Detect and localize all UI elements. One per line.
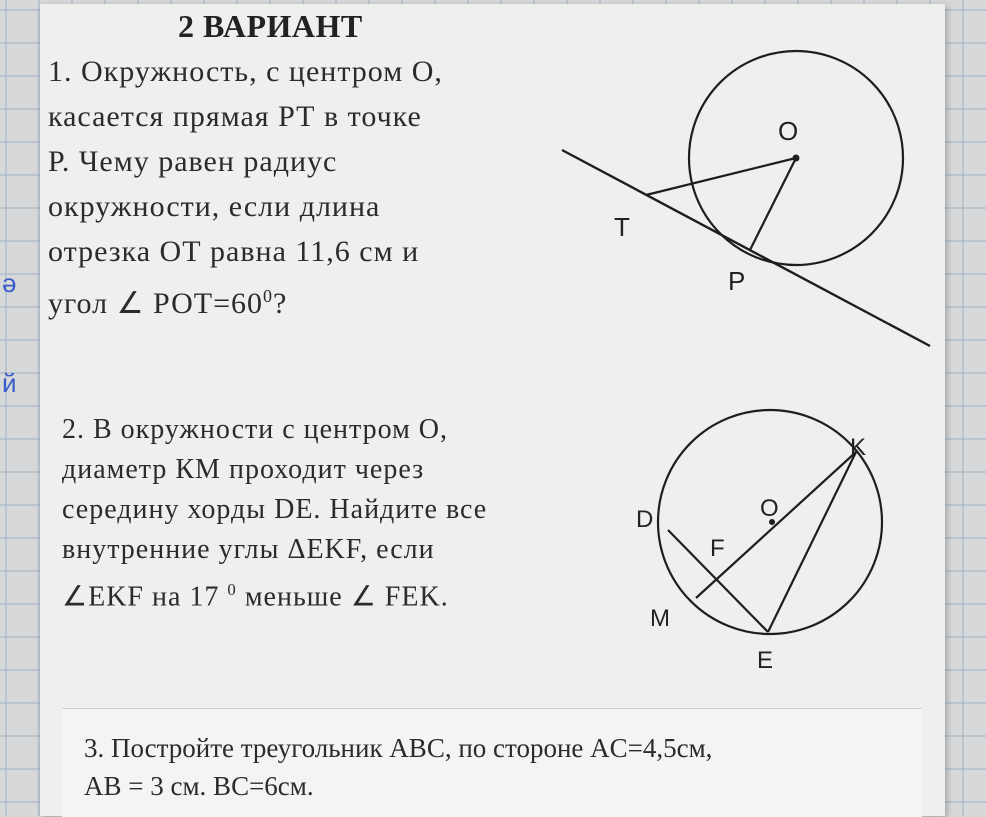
problem-2-line: диаметр КМ проходит через xyxy=(62,454,425,485)
margin-handwriting-2: й xyxy=(2,368,17,398)
label-e: E xyxy=(757,647,774,674)
problem-3-line: AB = 3 см. BC=6см. xyxy=(84,771,314,801)
problem-2-line: внутренние углы ΔEKF, если xyxy=(62,534,435,565)
segment-ek xyxy=(768,452,856,632)
problem-2-line: 2. В окружности с центром О, xyxy=(62,414,449,445)
problem-1-line: окружности, если длина xyxy=(48,190,381,223)
variant-title: 2 ВАРИАНТ xyxy=(178,8,363,44)
label-o: O xyxy=(778,116,799,146)
degree-superscript: 0 xyxy=(263,286,273,306)
label-o2: O xyxy=(760,495,779,522)
problem-2-angle-text: ∠EKF на 17 xyxy=(62,581,228,613)
problem-1-question-mark: ? xyxy=(273,287,288,320)
label-f: F xyxy=(710,535,725,562)
diameter-km xyxy=(696,452,856,598)
problem-1-line: касается прямая РТ в точке xyxy=(48,100,422,133)
label-p: P xyxy=(728,266,746,296)
problem-2-line: середину хорды DE. Найдите все xyxy=(62,494,488,525)
margin-handwriting-1: ə xyxy=(2,268,17,298)
problem-1-line: отрезка ОТ равна 11,6 см и xyxy=(48,235,420,268)
problem-3-line: 3. Постройте треугольник ABC, по стороне AC=4,5см, xyxy=(84,733,713,763)
label-m: M xyxy=(650,605,670,632)
label-d: D xyxy=(636,506,654,533)
label-k: K xyxy=(850,434,867,461)
label-t: T xyxy=(614,212,630,242)
problem-1-line: Р. Чему равен радиус xyxy=(48,145,338,178)
problem-2-suffix: меньше ∠ FEK. xyxy=(236,581,449,613)
problem-3-text xyxy=(84,729,904,805)
problem-1-angle-text: угол ∠ РОТ=60 xyxy=(48,287,263,320)
degree-superscript: 0 xyxy=(227,580,237,599)
problem-1-line: 1. Окружность, с центром О, xyxy=(48,55,443,88)
